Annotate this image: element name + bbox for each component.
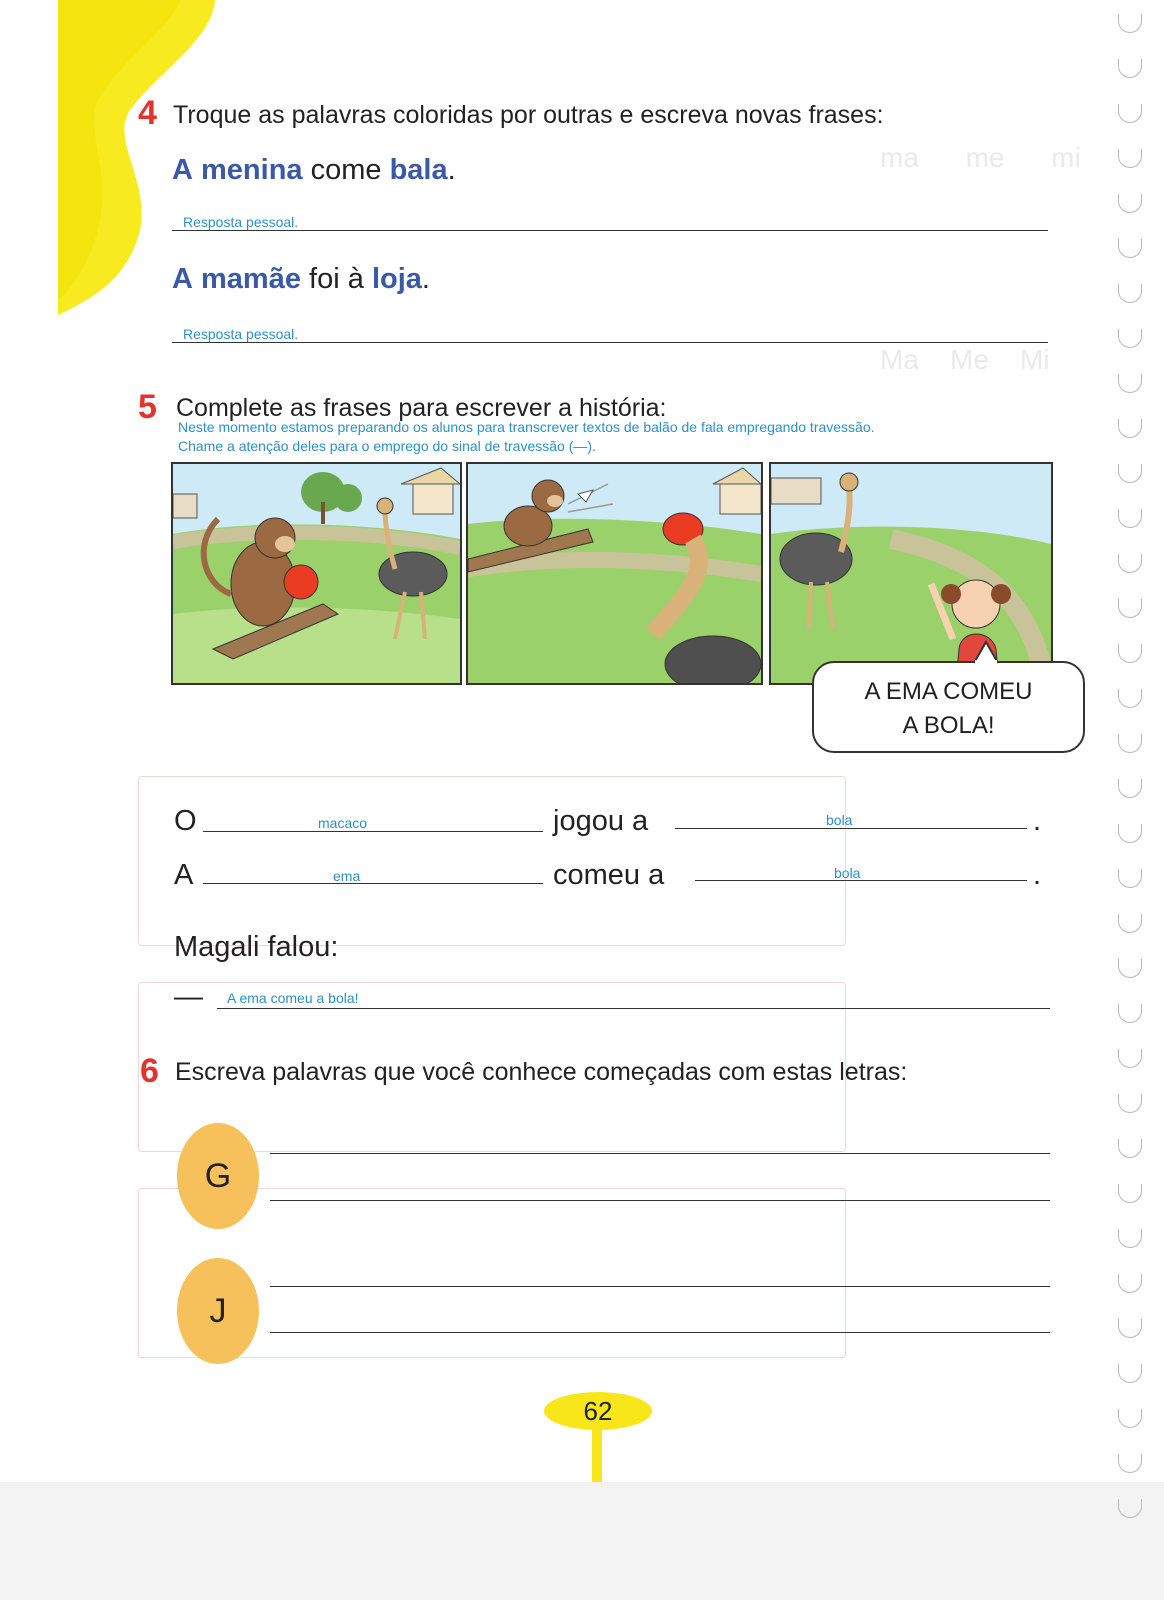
monkey-and-ostrich-illustration	[173, 464, 460, 683]
answer-line[interactable]	[217, 1008, 1050, 1009]
answer-text: bola	[826, 812, 853, 828]
answer-line[interactable]	[203, 831, 543, 832]
speech-bubble	[812, 661, 1085, 753]
bubble-text: A EMA COMEU	[864, 678, 1033, 705]
question-instruction: Troque as palavras coloridas por outras e escreva novas frases:	[173, 101, 884, 129]
fill-word: comeu a	[553, 859, 665, 891]
fill-word: A	[174, 859, 194, 891]
spiral-binding	[1118, 14, 1144, 1544]
fill-word: jogou a	[553, 805, 649, 837]
answer-text: A ema comeu a bola!	[227, 990, 359, 1006]
bleed-through-text: Ma Me Mi	[880, 344, 1050, 375]
monkey-kicks-ball-illustration	[468, 464, 761, 683]
answer-line[interactable]	[695, 880, 1027, 881]
comic-panel-2	[466, 462, 763, 685]
letter-badge: G	[177, 1123, 259, 1229]
speaker-label: Magali falou:	[174, 931, 339, 963]
page-number-stem	[592, 1426, 602, 1482]
example-sentence: A mamãe foi à loja.	[172, 263, 430, 295]
letter-badge: J	[177, 1258, 259, 1364]
ostrich-and-girl-illustration	[771, 464, 1051, 683]
answer-text: Resposta pessoal.	[183, 214, 299, 230]
comic-panel-1	[171, 462, 462, 685]
bleed-through-text: ma me mi	[880, 142, 1081, 173]
answer-line[interactable]	[675, 828, 1027, 829]
comic-panel-3	[769, 462, 1053, 685]
answer-text: Resposta pessoal.	[183, 326, 299, 342]
page-margin	[0, 1482, 1164, 1600]
bleed-through-frame	[138, 776, 846, 946]
speech-bubble-tail	[972, 640, 1002, 664]
answer-line[interactable]	[203, 883, 543, 884]
answer-line[interactable]	[270, 1153, 1050, 1154]
question-number: 6	[140, 1052, 159, 1090]
fill-word: O	[174, 805, 197, 837]
dash-mark: —	[174, 981, 203, 1013]
answer-line[interactable]	[172, 230, 1048, 231]
answer-line[interactable]	[172, 342, 1048, 343]
answer-line[interactable]	[270, 1332, 1050, 1333]
answer-text: macaco	[318, 815, 368, 831]
bubble-text: A BOLA!	[902, 712, 995, 739]
fill-word: .	[1033, 859, 1042, 891]
teacher-note: Chame a atenção deles para o emprego do sinal de travessão (—).	[178, 438, 596, 454]
answer-line[interactable]	[270, 1286, 1050, 1287]
answer-line[interactable]	[270, 1200, 1050, 1201]
question-number: 4	[138, 94, 157, 132]
question-instruction: Escreva palavras que você conhece começadas com estas letras:	[175, 1058, 908, 1086]
page-number: 62	[544, 1392, 652, 1430]
fill-word: .	[1033, 805, 1042, 837]
example-sentence: A menina come bala.	[172, 154, 456, 186]
answer-text: ema	[333, 868, 361, 884]
answer-text: bola	[834, 865, 861, 881]
question-instruction: Complete as frases para escrever a história:	[176, 394, 667, 422]
teacher-note: Neste momento estamos preparando os alunos para transcrever textos de balão de fala empregando travessão.	[178, 419, 875, 435]
question-number: 5	[138, 388, 157, 426]
